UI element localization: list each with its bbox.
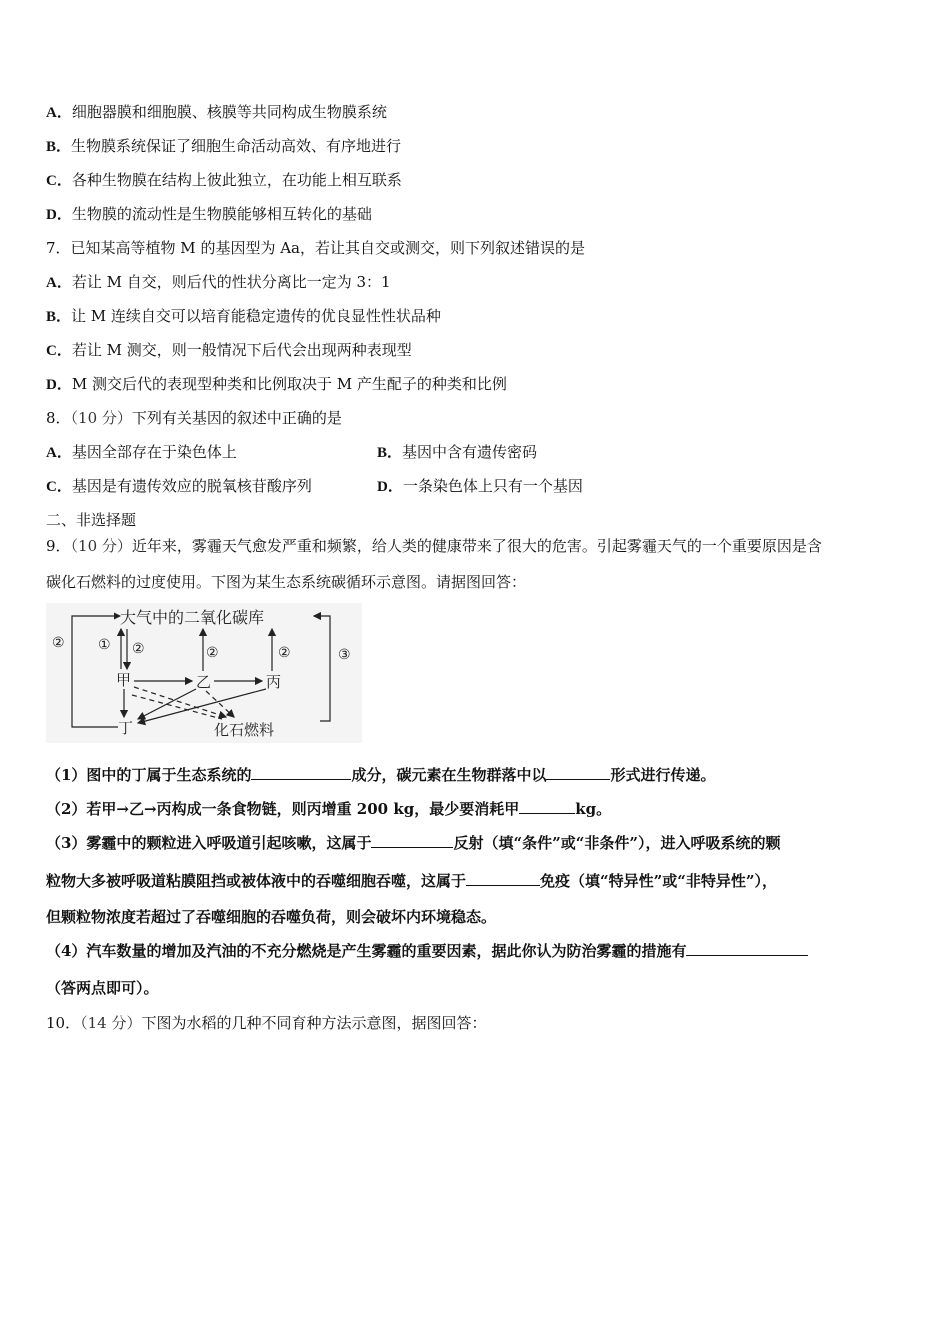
question-number: 9． bbox=[46, 537, 71, 555]
q8-option-b bbox=[377, 442, 537, 463]
q7-option-c bbox=[46, 340, 412, 361]
option-text: 基因是有遗传效应的脱氧核苷酸序列 bbox=[71, 477, 312, 495]
node-ding: 丁 bbox=[118, 719, 134, 737]
sub-question-text: （1）图中的丁属于生态系统的 bbox=[46, 766, 252, 784]
carbon-cycle-diagram bbox=[46, 603, 362, 743]
option-label: A． bbox=[46, 275, 72, 291]
sub-question-text: 形式进行传递。 bbox=[610, 766, 716, 784]
answer-blank[interactable] bbox=[251, 765, 351, 780]
option-label: C． bbox=[46, 479, 72, 495]
option-text: 细胞器膜和细胞膜、核膜等共同构成生物膜系统 bbox=[71, 103, 387, 121]
q10-stem bbox=[46, 1013, 486, 1033]
section-title: 二、非选择题 bbox=[46, 511, 137, 529]
sub-question-text: 但颗粒物浓度若超过了吞噬细胞的吞噬负荷，则会破坏内环境稳态。 bbox=[46, 908, 497, 926]
q8-option-a bbox=[46, 442, 237, 463]
answer-blank[interactable] bbox=[686, 941, 808, 956]
question-number: 8． bbox=[46, 409, 71, 427]
question-text: 近年来，雾霾天气愈发严重和频繁，给人类的健康带来了很大的危害。引起雾霾天气的一个重要原因是含 bbox=[131, 537, 822, 555]
answer-blank[interactable] bbox=[546, 765, 610, 780]
sub-question-text: 成分，碳元素在生物群落中以 bbox=[351, 766, 547, 784]
q6-option-d bbox=[46, 204, 372, 225]
answer-blank[interactable] bbox=[519, 799, 575, 814]
option-label: A． bbox=[46, 105, 72, 121]
option-text: 基因全部存在于染色体上 bbox=[71, 443, 237, 461]
q6-option-c bbox=[46, 170, 402, 191]
option-text: 生物膜的流动性是生物膜能够相互转化的基础 bbox=[71, 205, 372, 223]
q8-option-c bbox=[46, 476, 312, 497]
q9-sub3-line3 bbox=[46, 907, 496, 927]
circle-2-label: ② bbox=[52, 635, 65, 651]
sub-question-text: （3）雾霾中的颗粒进入呼吸道引起咳嗽，这属于 bbox=[46, 834, 372, 852]
q9-sub3-line1 bbox=[46, 833, 780, 853]
atmosphere-co2-label: 大气中的二氧化碳库 bbox=[120, 608, 265, 627]
q7-stem: 7．已知某高等植物 M 的基因型为 Aa，若让其自交或测交，则下列叙述错误的是 bbox=[46, 239, 585, 257]
q9-sub1 bbox=[46, 765, 715, 785]
sub-question-text: 反射（填“条件”或“非条件”），进入呼吸系统的颗 bbox=[453, 834, 781, 852]
option-text: 让 M 连续自交可以培育能稳定遗传的优良显性性状品种 bbox=[71, 307, 441, 325]
option-text: M 测交后代的表现型种类和比例取决于 M 产生配子的种类和比例 bbox=[71, 375, 507, 393]
arrow-outer-left bbox=[72, 616, 120, 727]
arrow-jia-to-fossil bbox=[134, 687, 226, 717]
sub-question-text: 免疫（填“特异性”或“非特异性”）， bbox=[540, 872, 778, 890]
circle-3-label: ③ bbox=[338, 647, 351, 663]
q6-option-b bbox=[46, 136, 401, 157]
question-number: 10． bbox=[46, 1014, 81, 1032]
option-label: D． bbox=[46, 207, 72, 223]
q9-sub3-line2 bbox=[46, 871, 777, 891]
question-score: （10 分） bbox=[70, 409, 132, 427]
node-yi: 乙 bbox=[196, 673, 212, 691]
q6-option-a bbox=[46, 102, 387, 123]
question-score: （14 分） bbox=[80, 1014, 142, 1032]
arrow-bing-to-ding bbox=[138, 689, 266, 723]
sub-question-text: （2）若甲→乙→丙构成一条食物链，则丙增重 200 kg，最少要消耗甲 bbox=[46, 800, 520, 818]
node-jia: 甲 bbox=[116, 671, 132, 689]
q7-option-d bbox=[46, 374, 507, 395]
q9-sub2 bbox=[46, 799, 611, 819]
answer-blank[interactable] bbox=[466, 871, 540, 886]
option-label: B． bbox=[377, 445, 403, 461]
option-text: 若让 M 自交，则后代的性状分离比一定为 3：1 bbox=[71, 273, 391, 291]
option-label: B． bbox=[46, 139, 72, 155]
q8-option-d bbox=[377, 476, 583, 497]
question-text: 下列有关基因的叙述中正确的是 bbox=[131, 409, 342, 427]
option-label: C． bbox=[46, 173, 72, 189]
option-label: A． bbox=[46, 445, 72, 461]
option-text: 各种生物膜在结构上彼此独立，在功能上相互联系 bbox=[71, 171, 402, 189]
sub-question-text: （4）汽车数量的增加及汽油的不充分燃烧是产生雾霾的重要因素，据此你认为防治雾霾的措施有 bbox=[46, 942, 687, 960]
q9-stem-line1 bbox=[46, 536, 822, 556]
option-text: 一条染色体上只有一个基因 bbox=[402, 477, 583, 495]
option-text: 若让 M 测交，则一般情况下后代会出现两种表现型 bbox=[71, 341, 412, 359]
option-label: D． bbox=[46, 377, 72, 393]
option-label: C． bbox=[46, 343, 72, 359]
question-score: （10 分） bbox=[70, 537, 132, 555]
sub-question-text: kg。 bbox=[575, 800, 612, 818]
q9-sub4-line2 bbox=[46, 978, 159, 998]
circle-2-label-bing: ② bbox=[278, 645, 291, 661]
question-text: 下图为水稻的几种不同育种方法示意图，据图回答： bbox=[141, 1014, 487, 1032]
node-bing: 丙 bbox=[266, 673, 282, 691]
q9-sub4-line1 bbox=[46, 941, 808, 961]
q7-option-b bbox=[46, 306, 441, 327]
arrow-outer-right bbox=[314, 616, 330, 721]
q8-stem bbox=[46, 408, 342, 428]
q9-stem-line2: 碳化石燃料的过度使用。下图为某生态系统碳循环示意图。请据图回答： bbox=[46, 573, 527, 591]
circle-2-label-jia: ② bbox=[132, 641, 145, 657]
node-fossil-fuel: 化石燃料 bbox=[214, 721, 275, 739]
circle-2-label-yi: ② bbox=[206, 645, 219, 661]
option-label: B． bbox=[46, 309, 72, 325]
answer-blank[interactable] bbox=[371, 833, 453, 848]
circle-1-label: ① bbox=[98, 637, 111, 653]
option-text: 生物膜系统保证了细胞生命活动高效、有序地进行 bbox=[71, 137, 402, 155]
option-text: 基因中含有遗传密码 bbox=[402, 443, 538, 461]
option-label: D． bbox=[377, 479, 403, 495]
q7-option-a bbox=[46, 272, 391, 293]
sub-question-text: 粒物大多被呼吸道粘膜阻挡或被体液中的吞噬细胞吞噬，这属于 bbox=[46, 872, 467, 890]
sub-question-text: （答两点即可）。 bbox=[46, 979, 159, 997]
